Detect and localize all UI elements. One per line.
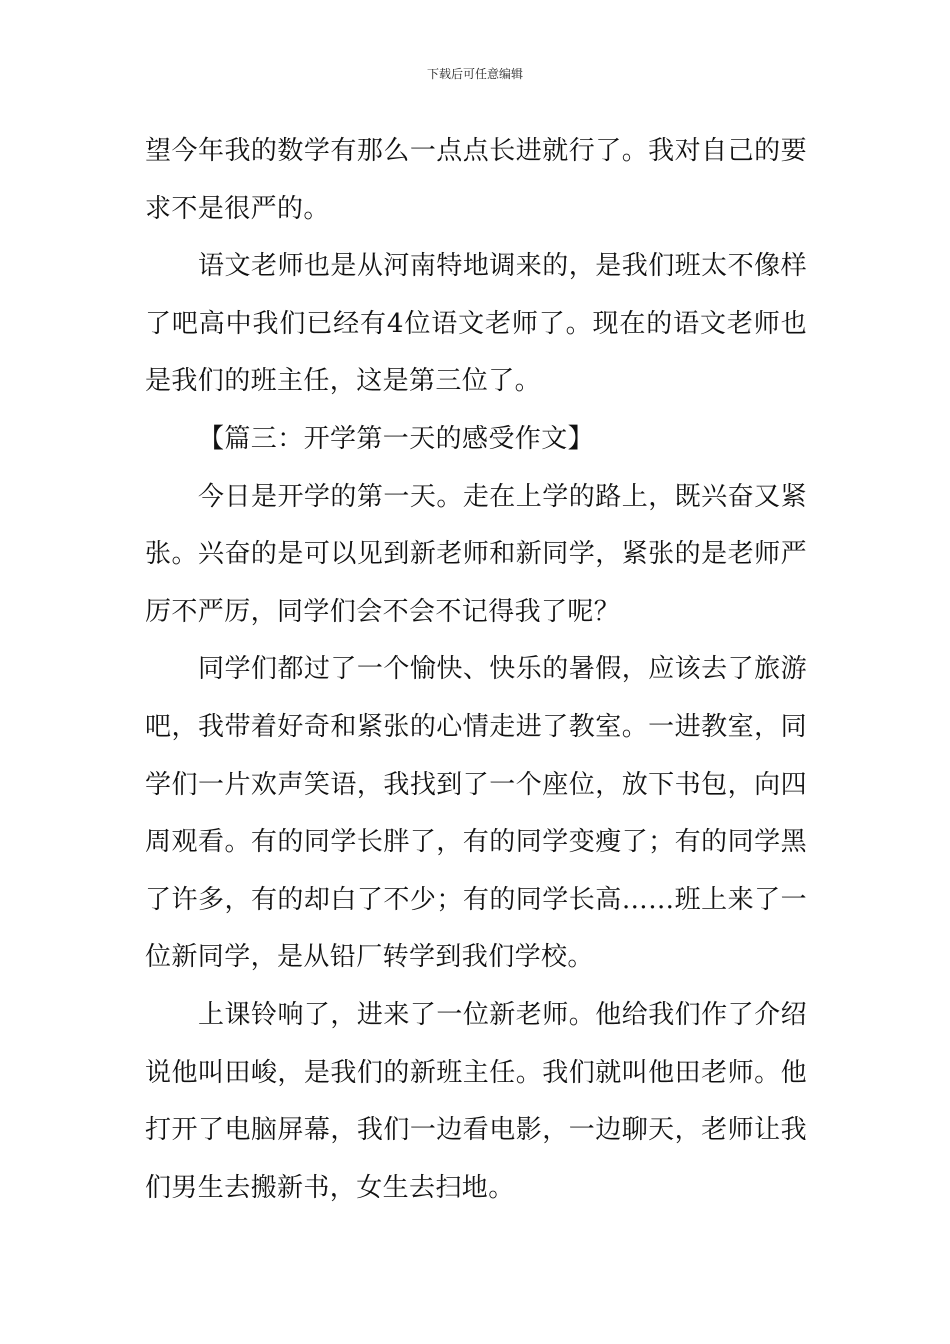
paragraph-new-teacher: 上课铃响了，进来了一位新老师。他给我们作了介绍说他叫田峻，是我们的新班主任。我们就叫他田老师。他打开了电脑屏幕，我们一边看电影，一边聊天，老师让我们男生去搬新书，女生去扫地。 [145,999,807,1203]
paragraph-first-day: 今日是开学的第一天。走在上学的路上，既兴奋又紧张。兴奋的是可以见到新老师和新同学，紧张的是老师严厉不严厉，同学们会不会不记得我了呢？ [145,481,807,627]
paragraph-continuation: 望今年我的数学有那么一点点长进就行了。我对自己的要求不是很严的。 [145,136,807,224]
section-heading: 【篇三：开学第一天的感受作文】 [198,423,595,454]
document-body [145,123,807,1217]
paragraph-chinese-teacher: 语文老师也是从河南特地调来的，是我们班太不像样了吧高中我们已经有4位语文老师了。现在的语文老师也是我们的班主任，这是第三位了。 [145,251,807,397]
page-header: 下载后可任意编辑 [426,67,523,81]
paragraph-classroom: 同学们都过了一个愉快、快乐的暑假，应该去了旅游吧，我带着好奇和紧张的心情走进了教室。一进教室，同学们一片欢声笑语，我找到了一个座位，放下书包，向四周观看。有的同学长胖了，有的同学变瘦了；有的同学黑了许多，有的却白了不少；有的同学长高……班上来了一位新同学，是从铅厂转学到我们学校。 [145,654,807,973]
